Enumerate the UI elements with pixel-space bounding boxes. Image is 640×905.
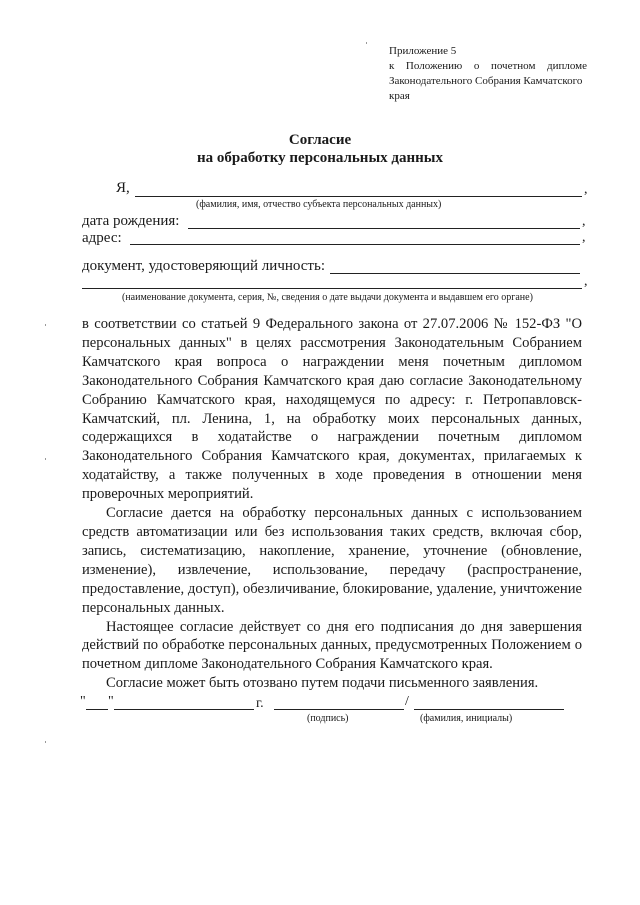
full-name-caption: (фамилия, имя, отчество субъекта персональных данных) <box>196 199 442 210</box>
consent-paragraph-2: Согласие дается на обработку персональных данных с использованием средств автоматизации или без использования таких средств, включая сбор, запись, систематизацию, накопление, хранение, уточнение (обновление, изменение), извлечение, использование, передачу (распространение, предоставление, доступ), обезличивание, блокирование, удаление, уничтожение персональных данных. <box>82 505 582 616</box>
scan-speck <box>45 458 46 460</box>
document-comma: , <box>584 274 588 289</box>
consent-paragraph-1: в соответствии со статьей 9 Федерального закона от 27.07.2006 № 152-ФЗ "О персональных данных" в целях рассмотрения Законодательным Собранием Камчатского края вопроса о награждении меня почетным дипломом Законодательного Собрания Камчатского края даю согласие Законодательному Собранию Камчатского края, находящемуся по адресу: г. Петропавловск-Камчатский, пл. Ленина, 1, на обработку моих персональных данных, содержащихся в ходатайстве о награждении почетным дипломом Законодательного Собрания Камчатского края, документах, прилагаемых к ходатайству, а также полученных в ходе проведения в отношении меня проверочных мероприятий. <box>82 316 582 503</box>
document-field[interactable] <box>330 273 580 274</box>
consent-body <box>82 315 582 693</box>
birth-date-comma: , <box>582 214 586 229</box>
address-field[interactable] <box>130 244 580 245</box>
scan-speck <box>45 741 46 743</box>
signature-slash: / <box>405 694 409 709</box>
signer-name-caption: (фамилия, инициалы) <box>420 713 513 724</box>
date-month-year-field[interactable] <box>114 709 254 710</box>
appendix-line-2: к Положению о почетном дипломе <box>389 60 587 72</box>
date-day-field[interactable] <box>86 709 108 710</box>
year-suffix: г. <box>256 696 264 711</box>
birth-date-field[interactable] <box>188 228 580 229</box>
appendix-line-1: Приложение 5 <box>389 45 457 57</box>
name-comma: , <box>584 182 588 197</box>
scan-speck <box>366 42 367 44</box>
birth-date-label: дата рождения: <box>82 213 180 229</box>
consent-paragraph-4: Согласие может быть отозвано путем подачи письменного заявления. <box>106 675 539 692</box>
date-quote-open: " <box>80 694 86 709</box>
appendix-note <box>389 44 587 104</box>
document-subtitle: на обработку персональных данных <box>197 150 443 166</box>
document-field-line-2[interactable] <box>82 288 582 289</box>
scan-speck <box>45 324 46 326</box>
document-title: Согласие <box>288 132 352 148</box>
signature-field[interactable] <box>274 709 404 710</box>
address-label: адрес: <box>82 230 122 246</box>
signer-name-field[interactable] <box>414 709 564 710</box>
appendix-line-4: края <box>389 90 410 102</box>
document-label: документ, удостоверяющий личность: <box>82 258 325 274</box>
appendix-line-3: Законодательного Собрания Камчатского <box>389 75 583 87</box>
address-comma: , <box>582 230 586 245</box>
date-quote-close: " <box>108 694 114 709</box>
consent-paragraph-3: Настоящее согласие действует со дня его подписания до дня завершения действий по обработке персональных данных, предусмотренных Положением о почетном дипломе Законодательного Собрания Камчатского края. <box>82 618 582 673</box>
document-caption: (наименование документа, серия, №, сведения о дате выдачи документа и выдавшем его органе) <box>122 292 533 303</box>
full-name-field[interactable] <box>135 196 582 197</box>
ya-label: Я, <box>116 180 130 196</box>
signature-caption: (подпись) <box>307 713 349 724</box>
